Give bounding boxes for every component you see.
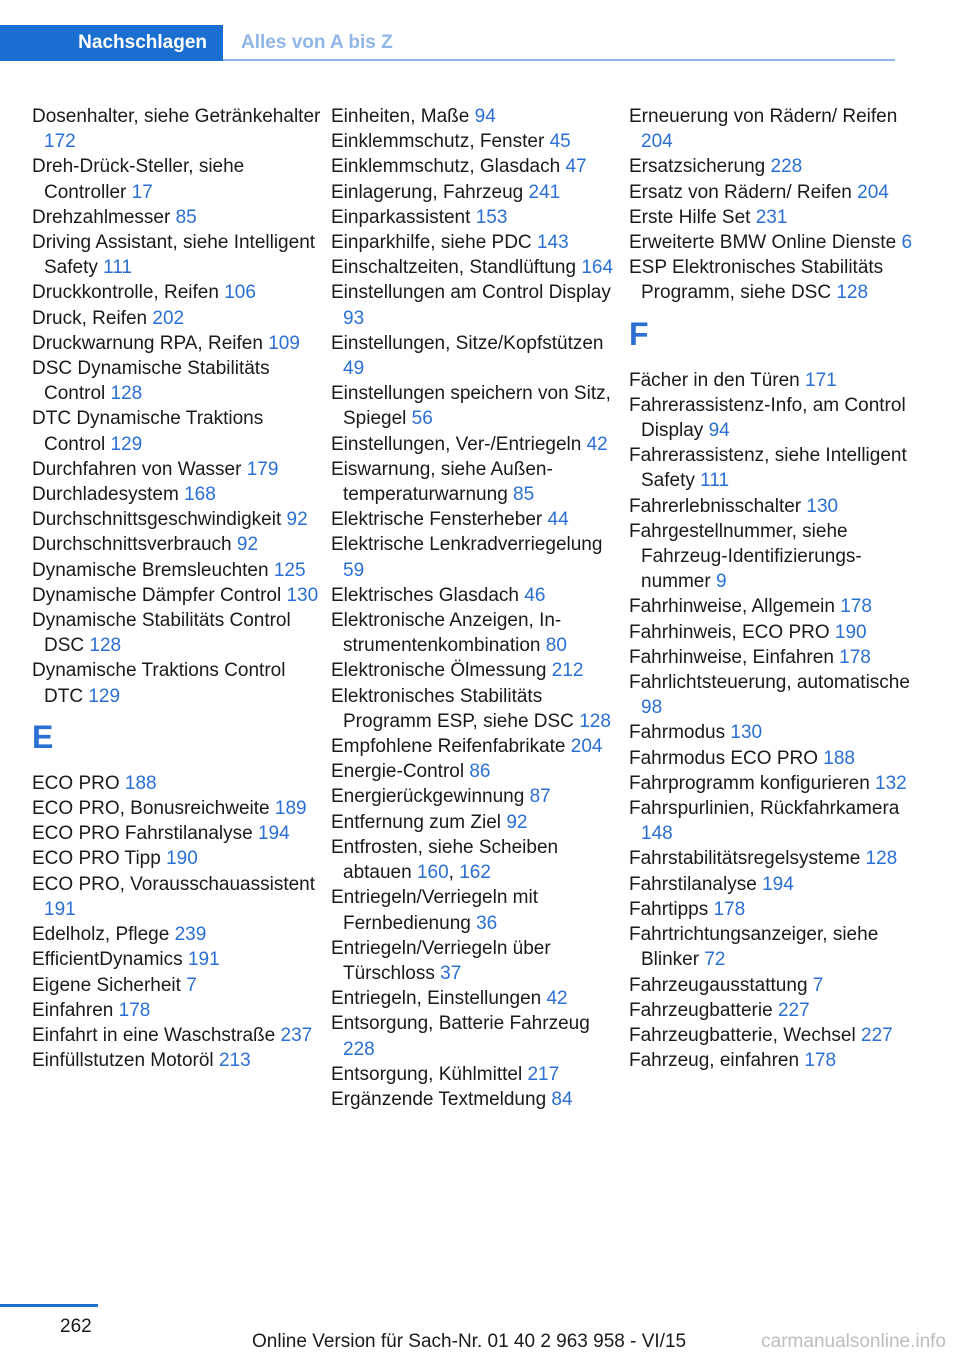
index-entry: [331, 331, 621, 381]
page-reference-link[interactable]: 44: [547, 509, 569, 531]
index-entry: [331, 936, 621, 986]
index-term: Empfohlene Reifenfabrikate: [331, 736, 566, 758]
page-reference-link[interactable]: 129: [110, 433, 143, 455]
index-entry: [32, 331, 322, 356]
index-entry: [629, 443, 919, 493]
index-entry: [331, 759, 621, 784]
index-entry: [331, 381, 621, 431]
tab-alles-von-a-bis-z[interactable]: [241, 25, 393, 61]
index-entry: [32, 658, 322, 708]
index-entry: [331, 230, 621, 255]
index-term: Fahrhinweise, Allgemein: [629, 596, 835, 618]
index-entry: [629, 154, 919, 179]
page-reference-link[interactable]: 130: [806, 495, 839, 517]
tab-nachschlagen-label: Nachschlagen: [78, 32, 207, 53]
section-letter: E: [32, 718, 54, 755]
page-reference-link[interactable]: 128: [110, 383, 143, 405]
page-reference-link[interactable]: 92: [506, 811, 528, 833]
index-term: Fahrmodus: [629, 722, 726, 744]
page-reference-link[interactable]: 237: [280, 1024, 313, 1046]
index-entry: [331, 154, 621, 179]
index-entry: [629, 620, 919, 645]
index-term: Fahrgestellnummer, siehe Fahrzeug-Identifizierungsnummer: [629, 520, 862, 593]
index-term: Fahrhinweis, ECO PRO: [629, 621, 830, 643]
index-term: Elektrische Lenkradverriegelung: [331, 534, 603, 556]
index-entry: [32, 608, 322, 658]
page-reference-link[interactable]: 190: [834, 621, 867, 643]
index-entry: [331, 507, 621, 532]
index-term: Dynamische Bremsleuchten: [32, 559, 269, 581]
index-term: Energie-Control: [331, 761, 465, 783]
tab-alles-label: Alles von A bis Z: [241, 32, 393, 53]
page-reference-link[interactable]: 92: [286, 509, 308, 531]
page-reference-link[interactable]: 227: [777, 999, 810, 1021]
page-reference-link[interactable]: 188: [124, 772, 157, 794]
index-entry: [331, 658, 621, 683]
page-reference-link[interactable]: 7: [812, 974, 824, 996]
index-entry: [331, 205, 621, 230]
online-version-note: Online Version für Sach-Nr. 01 40 2 963 958 - VI/15: [252, 1331, 687, 1352]
page-reference-link[interactable]: 239: [174, 924, 207, 946]
index-term: Entriegeln, Einstellungen: [331, 988, 542, 1010]
page-reference-link[interactable]: 164: [581, 257, 614, 279]
index-term: Einklemmschutz, Glasdach: [331, 156, 561, 178]
page-reference-link[interactable]: 212: [551, 660, 584, 682]
index-term: Fahrstilanalyse: [629, 873, 757, 895]
page-reference-link[interactable]: 178: [118, 999, 151, 1021]
page-reference-link[interactable]: 111: [103, 257, 133, 279]
page-reference-link[interactable]: 36: [476, 912, 498, 934]
index-term: Fahrzeugausstattung: [629, 974, 808, 996]
watermark: carmanualsonline.info: [761, 1331, 946, 1352]
page-reference-link[interactable]: 194: [762, 873, 794, 895]
page-reference-link[interactable]: 189: [274, 798, 307, 820]
index-term: Fahrprogramm konfigurieren: [629, 772, 870, 794]
index-entry: [629, 1048, 919, 1073]
index-entry: [32, 998, 322, 1023]
index-entry: [331, 255, 621, 280]
page-reference-link[interactable]: 45: [549, 131, 571, 153]
page-reference-link[interactable]: 42: [546, 988, 568, 1010]
index-term: ECO PRO, Bonusreichweite: [32, 798, 270, 820]
index-term: Elektrische Fensterheber: [331, 509, 543, 531]
index-term: Ergänzende Textmeldung: [331, 1088, 547, 1110]
index-entry: [331, 1087, 621, 1112]
index-entry: [331, 129, 621, 154]
page-reference-link[interactable]: 202: [152, 307, 185, 329]
index-entry: [629, 720, 919, 745]
index-term: Elektronische Anzeigen, Instrumentenkombination: [331, 610, 562, 657]
index-entry: [331, 810, 621, 835]
index-term: DSC Dynamische Stabilitäts Control: [32, 358, 270, 405]
page-reference-link[interactable]: 188: [823, 747, 855, 769]
index-term: Druck, Reifen: [32, 307, 148, 329]
index-term: Dreh-Drück-Steller, siehe Controller: [32, 156, 245, 203]
page-reference-link[interactable]: 178: [839, 646, 871, 668]
index-entry: [331, 1062, 621, 1087]
index-entry: [331, 180, 621, 205]
index-term: Einstellungen, Sitze/Kopfstützen: [331, 332, 604, 354]
page-reference-link[interactable]: 125: [273, 559, 306, 581]
index-column-3: [629, 104, 919, 1073]
page-reference-link[interactable]: 178: [804, 1050, 837, 1072]
index-term: Einfüllstutzen Motoröl: [32, 1050, 214, 1072]
index-entry: [331, 104, 621, 129]
page-reference-link[interactable]: 148: [641, 823, 673, 845]
index-entry: [32, 973, 322, 998]
page-reference-link[interactable]: 132: [875, 772, 907, 794]
index-term: Fahrtrichtungsanzeiger, siehe Blinker: [629, 924, 879, 971]
index-entry: [32, 104, 322, 154]
page-reference-link[interactable]: 85: [513, 484, 535, 506]
index-term: Dynamische Dämpfer Control: [32, 584, 282, 606]
index-entry: [629, 872, 919, 897]
page-reference-link[interactable]: 46: [524, 584, 546, 606]
index-term: Erneuerung von Rädern/ Reifen: [629, 106, 898, 127]
page-reference-link[interactable]: 191: [44, 898, 76, 920]
page-reference-link[interactable]: 42: [586, 433, 608, 455]
index-term: Einklemmschutz, Fenster: [331, 131, 545, 153]
page-reference-link[interactable]: 130: [286, 584, 319, 606]
index-term: Einparkhilfe, siehe PDC: [331, 232, 532, 254]
index-entry: [32, 558, 322, 583]
index-term: Einstellungen speichern von Sitz, Spiegel: [331, 383, 611, 430]
page-reference-link[interactable]: 9: [715, 571, 727, 593]
index-term: Fahrspurlinien, Rückfahrkamera: [629, 798, 900, 820]
index-entry: [32, 306, 322, 331]
index-entry: [629, 645, 919, 670]
index-entry: [331, 457, 621, 507]
index-term: Fahrtipps: [629, 898, 709, 920]
index-term: Entriegeln/Verriegeln über Türschloss: [331, 937, 551, 984]
page-reference-link[interactable]: 228: [343, 1038, 375, 1060]
index-term: Einschaltzeiten, Standlüftung: [331, 257, 577, 279]
page-reference-link[interactable]: 178: [713, 898, 746, 920]
index-entry: [331, 280, 621, 330]
index-entry: [331, 608, 621, 658]
index-term: ECO PRO Fahrstilanalyse: [32, 823, 253, 845]
index-term: Einparkassistent: [331, 206, 471, 228]
index-entry: [629, 180, 919, 205]
index-term: Durchfahren von Wasser: [32, 458, 242, 480]
index-entry: [629, 922, 919, 972]
index-term: Einstellungen, Ver-/Entriegeln: [331, 433, 582, 455]
page-reference-link[interactable]: 168: [184, 484, 216, 506]
page-reference-link[interactable]: 111: [700, 470, 730, 492]
index-entry: [629, 897, 919, 922]
page-reference-link[interactable]: 7: [186, 974, 197, 996]
page-reference-link[interactable]: 72: [704, 949, 726, 971]
index-entry: [32, 922, 322, 947]
index-term: Entsorgung, Kühlmittel: [331, 1063, 523, 1085]
index-entry: [331, 885, 621, 935]
index-term: Entfrosten, siehe Scheiben abtauen: [331, 836, 559, 884]
index-entry: [32, 532, 322, 557]
index-entry: [32, 205, 322, 230]
index-term: Dynamische Traktions Control DTC: [32, 660, 286, 707]
index-term: Entfernung zum Ziel: [331, 811, 502, 833]
page-reference-link[interactable]: 128: [579, 710, 611, 732]
index-entry: Entfrosten, siehe Scheiben abtauen 160, 162: [331, 836, 559, 884]
index-entry: [32, 280, 322, 305]
page-reference-link[interactable]: 129: [88, 685, 121, 707]
index-entry: [331, 583, 621, 608]
page-reference-link[interactable]: 80: [545, 635, 567, 657]
page-reference-link[interactable]: 94: [708, 420, 730, 442]
page-reference-link[interactable]: 59: [343, 559, 365, 581]
page-reference-link[interactable]: 92: [236, 534, 259, 556]
page-reference-link[interactable]: 87: [529, 786, 551, 808]
index-term: Erste Hilfe Set: [629, 206, 751, 228]
index-entry: [629, 973, 919, 998]
index-term: Entriegeln/Verriegeln mit Fernbedienung: [331, 887, 538, 934]
page-reference-link[interactable]: 130: [730, 722, 763, 744]
index-entry: [32, 457, 322, 482]
page-reference-link[interactable]: 160: [416, 862, 449, 884]
page-reference-link[interactable]: 241: [528, 181, 561, 203]
index-term: Einfahrt in eine Waschstraße: [32, 1024, 276, 1046]
index-entry: [629, 594, 919, 619]
index-entry: [629, 519, 919, 595]
page-reference-link[interactable]: 106: [224, 282, 256, 304]
page-reference-link[interactable]: 93: [343, 307, 365, 329]
index-entry: [32, 583, 322, 608]
index-term: Fahrhinweise, Einfahren: [629, 646, 834, 668]
index-entry: [629, 205, 919, 230]
page-reference-link[interactable]: 194: [257, 823, 290, 845]
index-term: Einheiten, Maße: [331, 106, 470, 127]
index-term: Durchladesystem: [32, 484, 179, 506]
header-divider: [223, 59, 895, 61]
tab-nachschlagen[interactable]: [0, 25, 223, 61]
index-term: Ersatzsicherung: [629, 156, 766, 178]
index-term: Ersatz von Rädern/ Reifen: [629, 181, 852, 203]
index-entry: [32, 872, 322, 922]
index-term: DTC Dynamische Traktions Control: [32, 408, 264, 455]
page-reference-link[interactable]: 204: [570, 736, 603, 758]
index-term: Fahrlichtsteuerung, automatische: [629, 672, 910, 694]
page-reference-link[interactable]: 227: [861, 1024, 893, 1046]
index-entry: [629, 393, 919, 443]
index-term: ECO PRO Tipp: [32, 848, 161, 870]
page-reference-link[interactable]: 204: [857, 181, 889, 203]
index-term: Eigene Sicherheit: [32, 974, 181, 996]
page-reference-link[interactable]: 228: [770, 156, 803, 178]
page-reference-link[interactable]: 213: [218, 1050, 251, 1072]
index-term: Einstellungen am Control Display: [331, 282, 611, 304]
index-term: Edelholz, Pflege: [32, 924, 170, 946]
index-term: Elektronisches Stabilitäts Programm ESP, siehe DSC: [331, 685, 574, 732]
page-reference-link[interactable]: 231: [755, 206, 788, 228]
index-entry: [331, 684, 621, 734]
index-entry: [32, 230, 322, 280]
index-entry: [629, 1023, 919, 1048]
index-entry: [32, 821, 322, 846]
index-term: Energierückgewinnung: [331, 786, 525, 808]
page-reference-link[interactable]: 172: [44, 131, 76, 153]
index-term: Durchschnittsverbrauch: [32, 534, 232, 556]
index-term: Fahrerlebnisschalter: [629, 495, 802, 517]
index-entry: [331, 986, 621, 1011]
page-reference-link[interactable]: 153: [475, 206, 508, 228]
index-column-1: [32, 104, 322, 1073]
index-entry: [629, 368, 919, 393]
page-reference-link[interactable]: 191: [187, 949, 220, 971]
page-reference-link[interactable]: 94: [474, 106, 496, 127]
index-term: Einfahren: [32, 999, 114, 1021]
index-entry: [32, 507, 322, 532]
page-reference-link[interactable]: 128: [836, 282, 869, 304]
index-entry: [32, 771, 322, 796]
page-reference-link[interactable]: 17: [131, 181, 153, 203]
index-term: Durchschnittsgeschwindigkeit: [32, 509, 282, 531]
index-entry: [32, 846, 322, 871]
index-entry: [32, 796, 322, 821]
page-reference-link[interactable]: 85: [175, 206, 197, 228]
page-reference-link[interactable]: 143: [536, 232, 569, 254]
index-term: Fahrmodus ECO PRO: [629, 747, 818, 769]
page-reference-link[interactable]: 56: [411, 408, 433, 430]
index-term: Fahrzeugbatterie: [629, 999, 773, 1021]
index-entry: [331, 532, 621, 582]
index-term: Druckwarnung RPA, Reifen: [32, 332, 263, 354]
index-term: ESP Elektronisches Stabilitäts Programm, siehe DSC: [629, 257, 884, 304]
index-entry: [629, 494, 919, 519]
page-reference-link[interactable]: 109: [268, 332, 300, 354]
index-entry: [331, 432, 621, 457]
index-entry: [629, 998, 919, 1023]
index-term: Fahrzeugbatterie, Wechsel: [629, 1024, 856, 1046]
index-term: Elektronische Ölmessung: [331, 660, 547, 682]
page-reference-link[interactable]: 179: [246, 458, 279, 480]
index-entry: [32, 406, 322, 456]
page-reference-link[interactable]: 217: [527, 1063, 560, 1085]
page-reference-link[interactable]: 204: [641, 131, 673, 153]
index-term: Driving Assistant, siehe Intelligent Safety: [32, 232, 316, 279]
index-term: Fahrerassistenz, siehe Intelligent Safety: [629, 445, 907, 492]
index-entry: [32, 356, 322, 406]
index-term: Erweiterte BMW Online Dienste: [629, 232, 897, 254]
index-term: Elektrisches Glasdach: [331, 584, 519, 606]
index-entry: [629, 230, 919, 255]
index-term: Einlagerung, Fahrzeug: [331, 181, 524, 203]
index-term: Eiswarnung, siehe Außentemperaturwarnung: [331, 458, 553, 506]
section-letter: F: [629, 315, 649, 352]
page-reference-link[interactable]: 84: [551, 1088, 573, 1110]
index-entry: [32, 1048, 322, 1073]
page-reference-link[interactable]: 128: [865, 848, 898, 870]
index-term: Fahrstabilitätsregelsysteme: [629, 848, 861, 870]
page-reference-link[interactable]: 98: [641, 697, 663, 719]
index-entry: [629, 771, 919, 796]
index-term: Dosenhalter, siehe Getränkehalter: [32, 106, 321, 127]
index-entry: [331, 734, 621, 759]
index-entry: [331, 1011, 621, 1061]
page-reference-link[interactable]: 37: [440, 962, 462, 984]
index-term: Entsorgung, Batterie Fahrzeug: [331, 1013, 590, 1035]
page-reference-link[interactable]: 6: [901, 232, 913, 254]
index-entry: [32, 1023, 322, 1048]
page-reference-link[interactable]: 47: [565, 156, 587, 178]
index-entry: [629, 746, 919, 771]
index-term: Fahrerassistenz-Info, am Control Display: [629, 394, 906, 442]
index-entry: [331, 784, 621, 809]
page-reference-link[interactable]: 162: [459, 862, 491, 884]
index-term: Fahrzeug, einfahren: [629, 1050, 800, 1072]
index-entry: [629, 670, 919, 720]
index-column-2: [331, 104, 621, 1112]
index-term: Drehzahlmesser: [32, 206, 171, 228]
page-reference-link[interactable]: 86: [469, 761, 491, 783]
index-term: ECO PRO, Vorausschauassistent: [32, 873, 316, 895]
page-reference-link[interactable]: 128: [89, 635, 122, 657]
footer-accent-line: [0, 1304, 98, 1307]
index-term: ECO PRO: [32, 772, 120, 794]
page-number: 262: [60, 1316, 92, 1337]
page-reference-link[interactable]: 190: [166, 848, 198, 870]
page-reference-link[interactable]: 171: [805, 369, 837, 391]
header-bar: [0, 25, 895, 61]
index-term: EfficientDynamics: [32, 949, 183, 971]
index-entry: [32, 482, 322, 507]
index-entry: [32, 947, 322, 972]
index-entry: [629, 796, 919, 846]
page-reference-link[interactable]: 49: [343, 358, 365, 380]
index-entry: [32, 154, 322, 204]
index-entry: [629, 846, 919, 871]
page-reference-link[interactable]: 178: [840, 596, 872, 618]
index-term: Dynamische Stabilitäts Control DSC: [32, 610, 291, 657]
index-entry: [629, 255, 919, 305]
index-term: Druckkontrolle, Reifen: [32, 282, 219, 304]
index-entry: [629, 104, 919, 154]
index-term: Fächer in den Türen: [629, 369, 800, 391]
